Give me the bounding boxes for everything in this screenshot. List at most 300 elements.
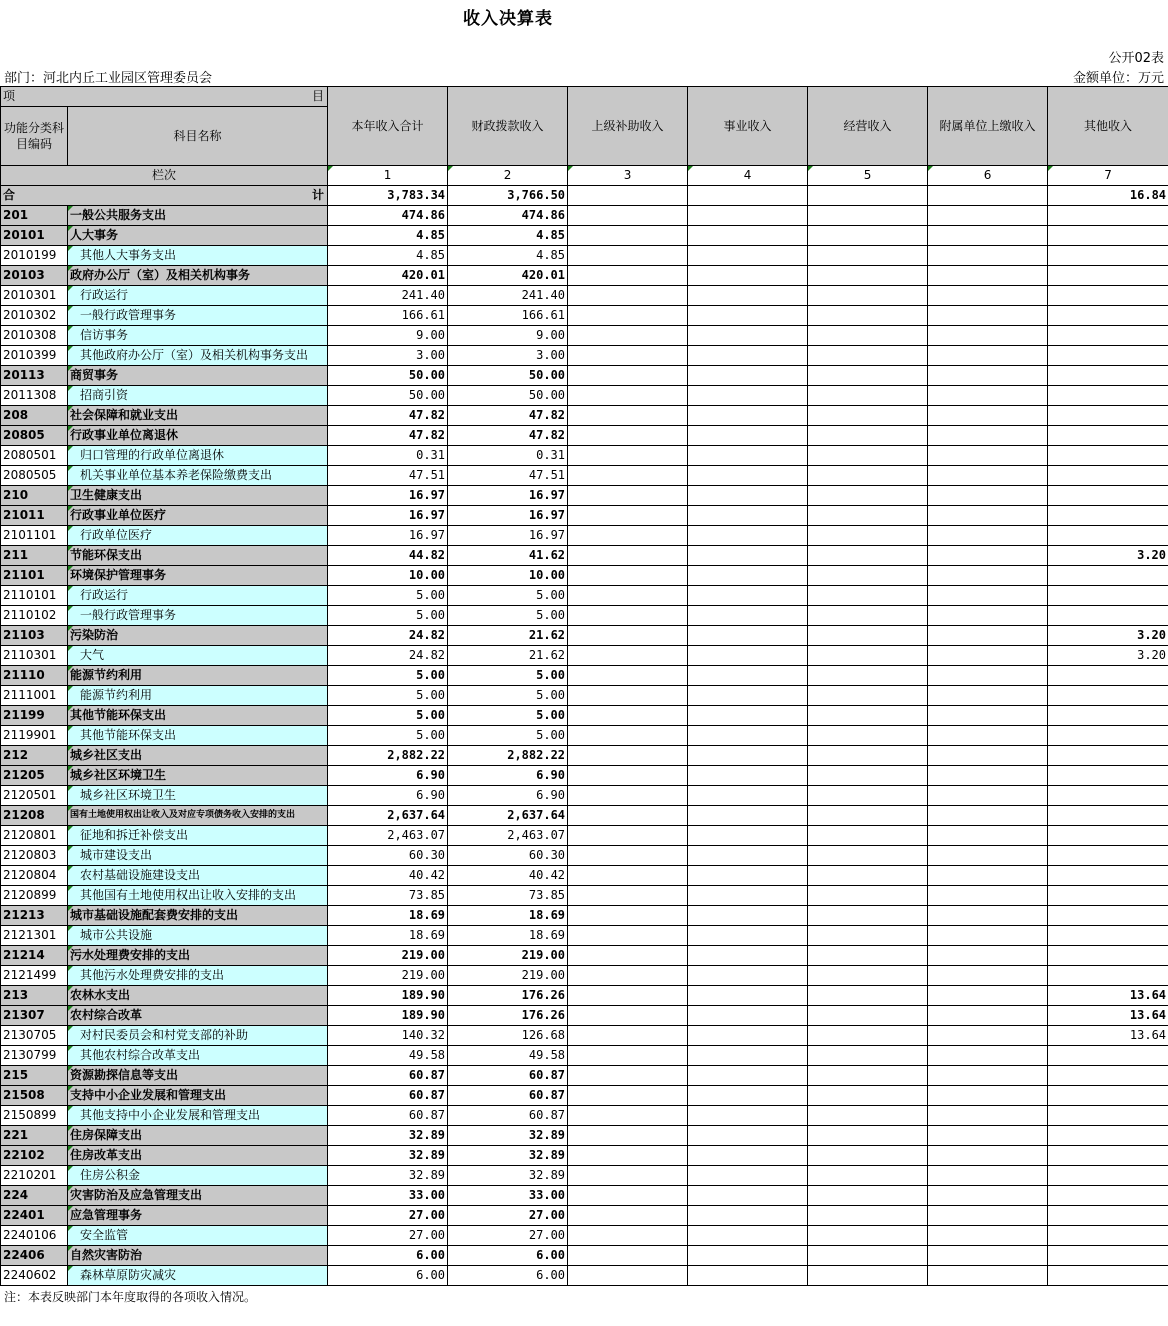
- row-col-1: 47.82: [328, 406, 448, 426]
- row-col-2: 16.97: [448, 506, 568, 526]
- row-col-5: [808, 1106, 928, 1126]
- row-col-6: [928, 646, 1048, 666]
- row-col-7: [1048, 786, 1168, 806]
- row-col-4: [688, 686, 808, 706]
- row-subject-name: 其他节能环保支出: [68, 706, 328, 726]
- row-col-5: [808, 486, 928, 506]
- row-col-3: [568, 686, 688, 706]
- col-header-6: 附属单位上缴收入: [928, 87, 1048, 166]
- row-code: 20101: [1, 226, 68, 246]
- row-col-3: [568, 826, 688, 846]
- row-col-1: 2,637.64: [328, 806, 448, 826]
- row-subject-name: 征地和拆迁补偿支出: [68, 826, 328, 846]
- row-col-4: [688, 1086, 808, 1106]
- row-col-2: 32.89: [448, 1146, 568, 1166]
- table-row: [1, 426, 1168, 446]
- table-row: [1, 506, 1168, 526]
- row-col-6: [928, 1126, 1048, 1146]
- row-col-1: 166.61: [328, 306, 448, 326]
- row-code: 213: [1, 986, 68, 1006]
- row-col-1: 420.01: [328, 266, 448, 286]
- table-row: [1, 666, 1168, 686]
- row-col-7: [1048, 866, 1168, 886]
- row-subject-name: 城乡社区支出: [68, 746, 328, 766]
- row-subject-name: 农村综合改革: [68, 1006, 328, 1026]
- row-col-1: 60.87: [328, 1086, 448, 1106]
- row-col-1: 219.00: [328, 966, 448, 986]
- row-col-1: 10.00: [328, 566, 448, 586]
- row-code: 2120899: [1, 886, 68, 906]
- row-col-3: [568, 726, 688, 746]
- table-row: [1, 1146, 1168, 1166]
- page-title: 收入决算表: [463, 9, 553, 29]
- row-col-7: [1048, 606, 1168, 626]
- row-code: 2120501: [1, 786, 68, 806]
- row-col-1: 18.69: [328, 926, 448, 946]
- row-col-4: [688, 766, 808, 786]
- row-col-5: [808, 906, 928, 926]
- col-number-1: 1: [328, 166, 448, 186]
- row-code: 2150899: [1, 1106, 68, 1126]
- row-col-4: [688, 1226, 808, 1246]
- row-subject-name: 能源节约利用: [68, 686, 328, 706]
- row-col-6: [928, 746, 1048, 766]
- row-col-7: [1048, 426, 1168, 446]
- row-col-7: [1048, 286, 1168, 306]
- row-subject-name: 其他污水处理费安排的支出: [68, 966, 328, 986]
- row-col-1: 18.69: [328, 906, 448, 926]
- row-col-7: 13.64: [1048, 1026, 1168, 1046]
- table-row: [1, 466, 1168, 486]
- row-col-7: [1048, 746, 1168, 766]
- row-subject-name: 信访事务: [68, 326, 328, 346]
- row-col-1: 32.89: [328, 1126, 448, 1146]
- row-col-1: 33.00: [328, 1186, 448, 1206]
- col-header-4: 事业收入: [688, 87, 808, 166]
- table-row: [1, 946, 1168, 966]
- row-col-4: [688, 1106, 808, 1126]
- row-col-7: [1048, 946, 1168, 966]
- row-code: 212: [1, 746, 68, 766]
- row-col-5: [808, 1226, 928, 1246]
- col-header-2: 财政拨款收入: [448, 87, 568, 166]
- table-row: [1, 526, 1168, 546]
- row-code: 2011308: [1, 386, 68, 406]
- row-subject-name: 其他人大事务支出: [68, 246, 328, 266]
- row-col-4: [688, 486, 808, 506]
- row-col-2: 18.69: [448, 926, 568, 946]
- column-number-row: [1, 166, 1168, 186]
- row-col-7: 13.64: [1048, 986, 1168, 1006]
- row-subject-name: 森林草原防灾减灾: [68, 1266, 328, 1286]
- row-col-5: [808, 606, 928, 626]
- row-col-5: [808, 1046, 928, 1066]
- subject-name-header: 科目名称: [68, 107, 328, 166]
- row-col-1: 474.86: [328, 206, 448, 226]
- row-col-2: 50.00: [448, 366, 568, 386]
- row-col-5: [808, 726, 928, 746]
- row-col-4: [688, 1066, 808, 1086]
- row-col-3: [568, 846, 688, 866]
- row-col-3: [568, 1026, 688, 1046]
- row-col-2: 9.00: [448, 326, 568, 346]
- row-col-5: [808, 866, 928, 886]
- row-col-7: 3.20: [1048, 646, 1168, 666]
- table-row: [1, 846, 1168, 866]
- row-col-6: [928, 866, 1048, 886]
- row-col-7: [1048, 386, 1168, 406]
- row-col-2: 176.26: [448, 1006, 568, 1026]
- row-col-4: [688, 366, 808, 386]
- row-col-2: 219.00: [448, 966, 568, 986]
- row-code: 21213: [1, 906, 68, 926]
- row-col-3: [568, 326, 688, 346]
- row-col-3: [568, 1006, 688, 1026]
- row-col-6: [928, 886, 1048, 906]
- row-subject-name: 节能环保支出: [68, 546, 328, 566]
- row-col-3: [568, 1166, 688, 1186]
- row-col-3: [568, 646, 688, 666]
- row-col-2: 32.89: [448, 1166, 568, 1186]
- row-col-5: [808, 886, 928, 906]
- row-subject-name: 人大事务: [68, 226, 328, 246]
- row-col-3: [568, 866, 688, 886]
- row-col-6: [928, 586, 1048, 606]
- row-col-7: [1048, 1086, 1168, 1106]
- row-col-6: [928, 626, 1048, 646]
- row-subject-name: 社会保障和就业支出: [68, 406, 328, 426]
- row-col-3: [568, 266, 688, 286]
- row-subject-name: 其他节能环保支出: [68, 726, 328, 746]
- table-row: [1, 1026, 1168, 1046]
- row-col-2: 40.42: [448, 866, 568, 886]
- row-col-7: [1048, 266, 1168, 286]
- row-subject-name: 商贸事务: [68, 366, 328, 386]
- total-col-4: [688, 186, 808, 206]
- row-col-2: 47.82: [448, 406, 568, 426]
- row-code: 20805: [1, 426, 68, 446]
- row-col-5: [808, 526, 928, 546]
- row-col-1: 27.00: [328, 1206, 448, 1226]
- row-subject-name: 卫生健康支出: [68, 486, 328, 506]
- row-col-7: [1048, 466, 1168, 486]
- row-code: 215: [1, 1066, 68, 1086]
- row-col-3: [568, 306, 688, 326]
- table-row: [1, 886, 1168, 906]
- col-label: 栏次: [1, 166, 328, 186]
- row-col-6: [928, 1226, 1048, 1246]
- row-col-6: [928, 346, 1048, 366]
- table-row: [1, 726, 1168, 746]
- table-row: [1, 906, 1168, 926]
- row-col-1: 6.00: [328, 1246, 448, 1266]
- row-col-5: [808, 646, 928, 666]
- row-subject-name: 一般行政管理事务: [68, 306, 328, 326]
- row-col-4: [688, 626, 808, 646]
- row-subject-name: 行政事业单位医疗: [68, 506, 328, 526]
- row-col-6: [928, 666, 1048, 686]
- row-col-7: [1048, 926, 1168, 946]
- row-col-5: [808, 766, 928, 786]
- row-col-6: [928, 766, 1048, 786]
- row-col-7: [1048, 1106, 1168, 1126]
- row-col-3: [568, 226, 688, 246]
- row-col-6: [928, 206, 1048, 226]
- col-number-7: 7: [1048, 166, 1168, 186]
- row-col-1: 24.82: [328, 646, 448, 666]
- row-col-3: [568, 906, 688, 926]
- row-col-1: 140.32: [328, 1026, 448, 1046]
- row-col-3: [568, 1226, 688, 1246]
- row-col-4: [688, 806, 808, 826]
- table-row: [1, 766, 1168, 786]
- row-col-6: [928, 1086, 1048, 1106]
- income-table: [0, 86, 1168, 1286]
- row-col-3: [568, 986, 688, 1006]
- row-col-6: [928, 506, 1048, 526]
- row-code: 21101: [1, 566, 68, 586]
- row-col-4: [688, 1126, 808, 1146]
- row-subject-name: 自然灾害防治: [68, 1246, 328, 1266]
- row-col-2: 0.31: [448, 446, 568, 466]
- row-col-6: [928, 226, 1048, 246]
- row-col-2: 73.85: [448, 886, 568, 906]
- row-col-4: [688, 1046, 808, 1066]
- row-col-7: [1048, 846, 1168, 866]
- row-col-2: 21.62: [448, 626, 568, 646]
- row-col-2: 474.86: [448, 206, 568, 226]
- row-col-6: [928, 806, 1048, 826]
- total-col-5: [808, 186, 928, 206]
- row-col-2: 18.69: [448, 906, 568, 926]
- row-code: 2111001: [1, 686, 68, 706]
- row-col-5: [808, 306, 928, 326]
- row-col-7: [1048, 486, 1168, 506]
- row-col-7: [1048, 966, 1168, 986]
- row-col-7: [1048, 1146, 1168, 1166]
- row-code: 201: [1, 206, 68, 226]
- row-col-6: [928, 1026, 1048, 1046]
- row-code: 2121301: [1, 926, 68, 946]
- row-col-7: [1048, 586, 1168, 606]
- total-col-3: [568, 186, 688, 206]
- row-col-5: [808, 1006, 928, 1026]
- row-col-5: [808, 566, 928, 586]
- table-row: [1, 1046, 1168, 1066]
- row-col-2: 2,637.64: [448, 806, 568, 826]
- row-col-5: [808, 266, 928, 286]
- row-subject-name: 灾害防治及应急管理支出: [68, 1186, 328, 1206]
- row-col-7: [1048, 446, 1168, 466]
- row-col-2: 176.26: [448, 986, 568, 1006]
- row-col-6: [928, 966, 1048, 986]
- row-subject-name: 农林水支出: [68, 986, 328, 1006]
- row-col-4: [688, 906, 808, 926]
- row-col-3: [568, 346, 688, 366]
- row-col-6: [928, 366, 1048, 386]
- row-col-4: [688, 1246, 808, 1266]
- row-col-1: 241.40: [328, 286, 448, 306]
- row-col-1: 2,463.07: [328, 826, 448, 846]
- row-col-4: [688, 1206, 808, 1226]
- row-code: 2110101: [1, 586, 68, 606]
- row-col-1: 50.00: [328, 386, 448, 406]
- row-code: 2110301: [1, 646, 68, 666]
- table-row: [1, 246, 1168, 266]
- item-header: [1, 87, 328, 107]
- row-col-5: [808, 1086, 928, 1106]
- row-subject-name: 一般行政管理事务: [68, 606, 328, 626]
- row-col-4: [688, 746, 808, 766]
- row-col-5: [808, 406, 928, 426]
- row-col-6: [928, 906, 1048, 926]
- row-code: 2240602: [1, 1266, 68, 1286]
- row-code: 2010399: [1, 346, 68, 366]
- row-col-6: [928, 1146, 1048, 1166]
- row-col-2: 2,882.22: [448, 746, 568, 766]
- row-col-4: [688, 226, 808, 246]
- row-col-6: [928, 1186, 1048, 1206]
- row-code: 224: [1, 1186, 68, 1206]
- row-col-2: 4.85: [448, 226, 568, 246]
- row-subject-name: 大气: [68, 646, 328, 666]
- row-col-1: 5.00: [328, 606, 448, 626]
- row-col-4: [688, 586, 808, 606]
- row-col-6: [928, 706, 1048, 726]
- row-col-4: [688, 406, 808, 426]
- row-col-7: [1048, 366, 1168, 386]
- row-col-1: 5.00: [328, 706, 448, 726]
- row-col-3: [568, 706, 688, 726]
- row-col-5: [808, 506, 928, 526]
- row-col-1: 9.00: [328, 326, 448, 346]
- row-col-5: [808, 546, 928, 566]
- row-col-4: [688, 886, 808, 906]
- col-number-5: 5: [808, 166, 928, 186]
- row-code: 2101101: [1, 526, 68, 546]
- table-row: [1, 626, 1168, 646]
- table-row: [1, 226, 1168, 246]
- row-col-2: 60.87: [448, 1106, 568, 1126]
- row-col-4: [688, 206, 808, 226]
- row-col-7: [1048, 1126, 1168, 1146]
- row-col-4: [688, 786, 808, 806]
- row-col-6: [928, 1246, 1048, 1266]
- row-col-4: [688, 846, 808, 866]
- row-col-4: [688, 526, 808, 546]
- row-col-3: [568, 246, 688, 266]
- table-row: [1, 926, 1168, 946]
- row-col-7: [1048, 1266, 1168, 1286]
- row-code: 22401: [1, 1206, 68, 1226]
- row-code: 2080501: [1, 446, 68, 466]
- row-col-1: 4.85: [328, 226, 448, 246]
- row-col-2: 3.00: [448, 346, 568, 366]
- row-col-1: 16.97: [328, 526, 448, 546]
- row-subject-name: 安全监管: [68, 1226, 328, 1246]
- row-col-5: [808, 1026, 928, 1046]
- row-col-2: 60.87: [448, 1066, 568, 1086]
- row-col-2: 21.62: [448, 646, 568, 666]
- row-col-2: 10.00: [448, 566, 568, 586]
- row-code: 21103: [1, 626, 68, 646]
- row-code: 22406: [1, 1246, 68, 1266]
- row-subject-name: 对村民委员会和村党支部的补助: [68, 1026, 328, 1046]
- row-col-3: [568, 626, 688, 646]
- row-col-5: [808, 1066, 928, 1086]
- row-col-6: [928, 986, 1048, 1006]
- row-col-5: [808, 466, 928, 486]
- row-subject-name: 机关事业单位基本养老保险缴费支出: [68, 466, 328, 486]
- row-col-3: [568, 926, 688, 946]
- table-row: [1, 966, 1168, 986]
- row-col-3: [568, 386, 688, 406]
- row-col-2: 47.82: [448, 426, 568, 446]
- row-col-3: [568, 766, 688, 786]
- row-col-5: [808, 626, 928, 646]
- total-label-left: 合: [3, 188, 16, 202]
- row-col-7: [1048, 906, 1168, 926]
- row-col-5: [808, 586, 928, 606]
- row-code: 21214: [1, 946, 68, 966]
- row-col-2: 126.68: [448, 1026, 568, 1046]
- row-col-1: 47.51: [328, 466, 448, 486]
- row-col-4: [688, 446, 808, 466]
- row-col-6: [928, 1106, 1048, 1126]
- row-col-3: [568, 1106, 688, 1126]
- row-code: 2010301: [1, 286, 68, 306]
- footnote: 注：本表反映部门本年度取得的各项收入情况。: [4, 1290, 257, 1304]
- row-subject-name: 行政事业单位离退休: [68, 426, 328, 446]
- row-col-2: 5.00: [448, 666, 568, 686]
- row-subject-name: 城乡社区环境卫生: [68, 766, 328, 786]
- row-code: 20113: [1, 366, 68, 386]
- row-col-5: [808, 806, 928, 826]
- table-row: [1, 406, 1168, 426]
- table-row: [1, 806, 1168, 826]
- row-subject-name: 住房改革支出: [68, 1146, 328, 1166]
- row-col-2: 27.00: [448, 1206, 568, 1226]
- row-col-5: [808, 386, 928, 406]
- row-code: 21110: [1, 666, 68, 686]
- row-col-1: 189.90: [328, 1006, 448, 1026]
- row-subject-name: 其他农村综合改革支出: [68, 1046, 328, 1066]
- row-col-7: [1048, 1186, 1168, 1206]
- row-col-6: [928, 446, 1048, 466]
- table-row: [1, 586, 1168, 606]
- table-row: [1, 546, 1168, 566]
- row-col-5: [808, 286, 928, 306]
- row-col-6: [928, 926, 1048, 946]
- row-col-7: [1048, 226, 1168, 246]
- row-col-3: [568, 1206, 688, 1226]
- row-col-7: [1048, 1066, 1168, 1086]
- row-col-6: [928, 246, 1048, 266]
- row-col-6: [928, 1006, 1048, 1026]
- row-col-6: [928, 486, 1048, 506]
- row-subject-name: 其他政府办公厅（室）及相关机构事务支出: [68, 346, 328, 366]
- row-subject-name: 城市建设支出: [68, 846, 328, 866]
- row-col-5: [808, 746, 928, 766]
- row-col-3: [568, 946, 688, 966]
- table-row: [1, 566, 1168, 586]
- row-col-7: [1048, 406, 1168, 426]
- row-col-3: [568, 746, 688, 766]
- table-row: [1, 446, 1168, 466]
- row-col-6: [928, 686, 1048, 706]
- row-col-6: [928, 826, 1048, 846]
- row-col-2: 27.00: [448, 1226, 568, 1246]
